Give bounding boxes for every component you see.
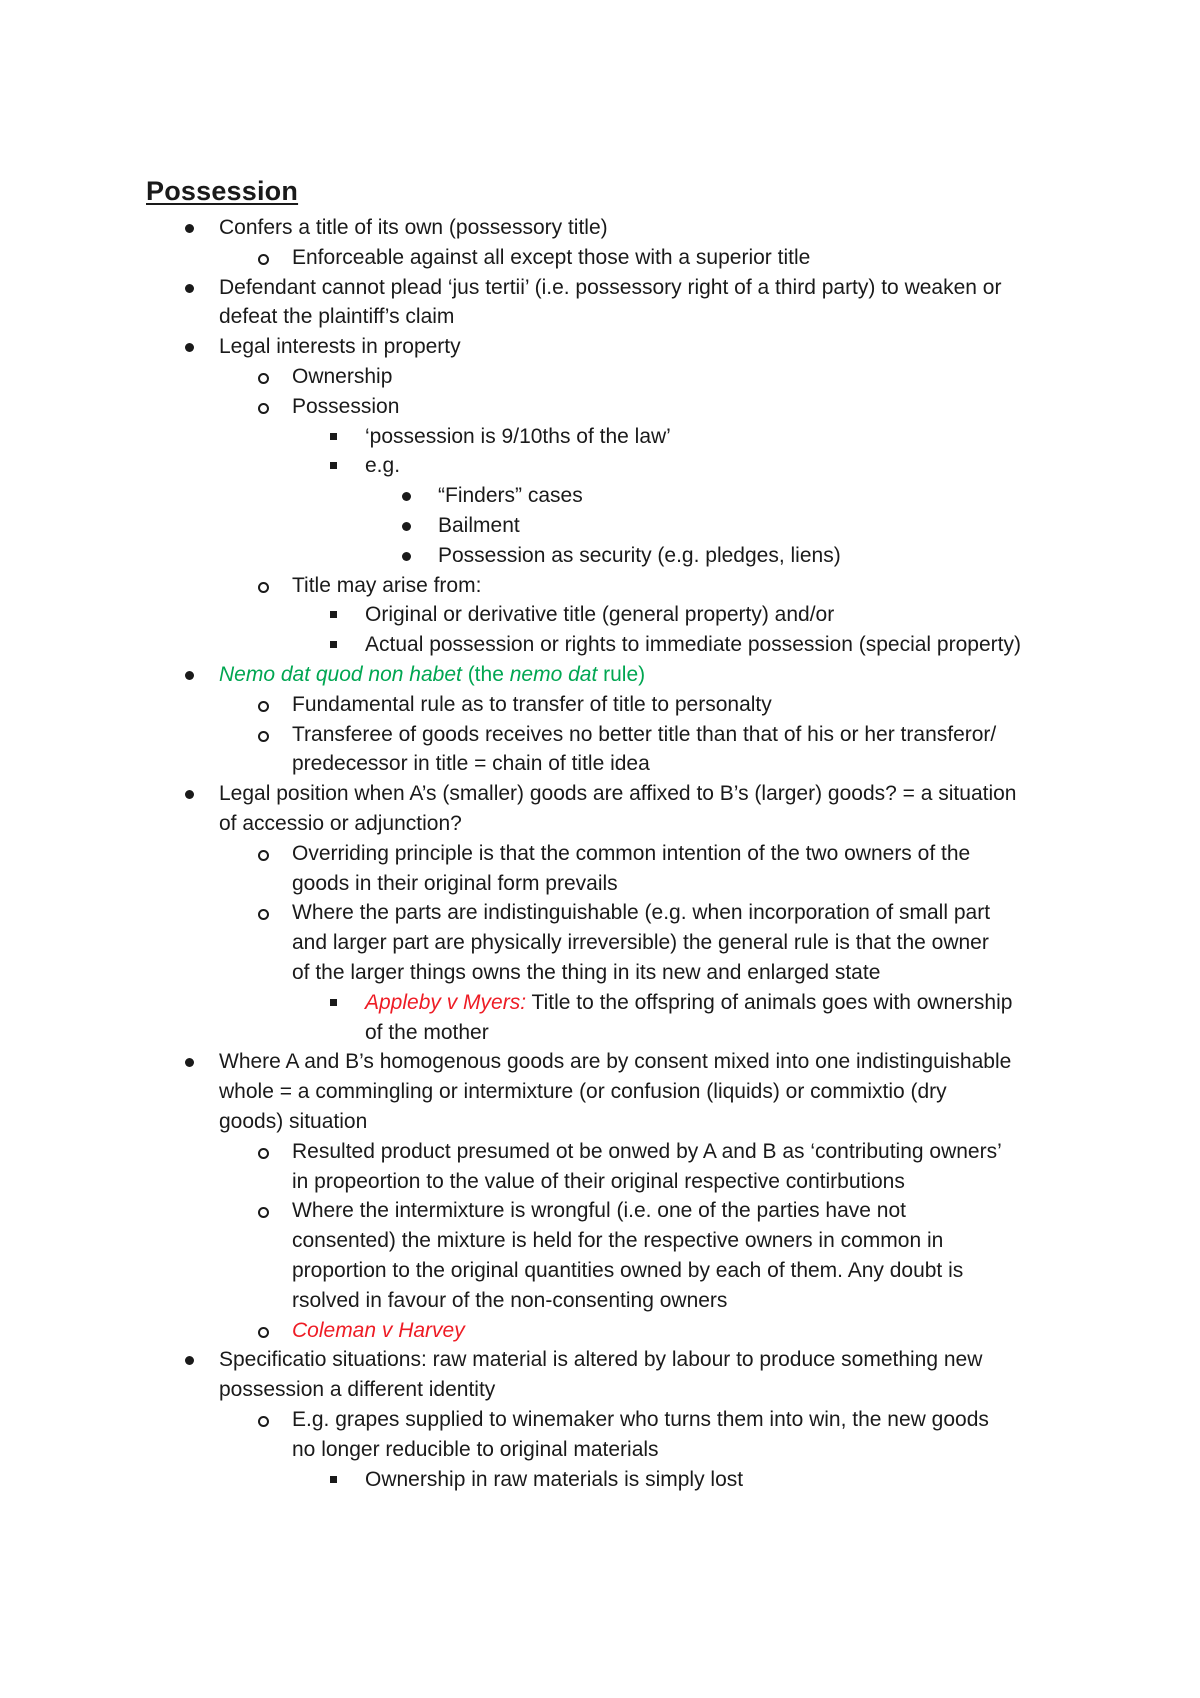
case-name: Nemo dat quod non habet	[219, 663, 462, 686]
list-item-line: E.g. grapes supplied to winemaker who turns them into win, the new goods	[292, 1408, 989, 1431]
case-name: Coleman v Harvey	[292, 1318, 465, 1342]
bullet-marker-icon	[258, 909, 269, 920]
list-item-line: Enforceable against all except those with a superior title	[292, 245, 811, 269]
list-item-line: Appleby v Myers: Title to the offspring of animals goes with ownership	[365, 990, 1013, 1014]
bullet-marker-icon	[185, 343, 194, 352]
bullet-marker-icon	[402, 552, 411, 561]
bullet-marker-icon	[258, 254, 269, 265]
bullet-marker-icon	[330, 999, 337, 1006]
list-item-line: Ownership	[292, 365, 393, 388]
list-item-line: no longer reducible to original materials	[292, 1437, 659, 1461]
list-item-line: Confers a title of its own (possessory title)	[219, 216, 608, 239]
list-item-line: defeat the plaintiff’s claim	[219, 305, 455, 329]
list-item-line: rsolved in favour of the non-consenting owners	[292, 1288, 728, 1312]
bullet-marker-icon	[330, 611, 337, 618]
bullet-marker-icon	[258, 403, 269, 414]
list-item: Nemo dat quod non habet (the nemo dat rule)	[219, 663, 646, 686]
list-item-line: Resulted product presumed ot be onwed by A and B as ‘contributing owners’	[292, 1139, 1002, 1163]
list-item-line: Overriding principle is that the common intention of the two owners of the	[292, 841, 971, 865]
list-item-line: Where A and B’s homogenous goods are by consent mixed into one indistinguishable	[219, 1050, 1012, 1074]
bullet-marker-icon	[185, 1356, 194, 1365]
list-item-line: possession a different identity	[219, 1378, 496, 1402]
bullet-marker-icon	[402, 522, 411, 531]
list-item-line: Where the parts are indistinguishable (e.g. when incorporation of small part	[292, 901, 991, 925]
bullet-marker-icon	[185, 224, 194, 233]
bullet-marker-icon	[258, 582, 269, 593]
bullet-marker-icon	[258, 373, 269, 384]
list-item-line: Legal interests in property	[219, 335, 461, 359]
bullet-marker-icon	[330, 1476, 337, 1483]
bullet-marker-icon	[330, 462, 337, 469]
list-item-line: Ownership in raw materials is simply lost	[365, 1467, 744, 1491]
list-item-line: Bailment	[438, 514, 520, 537]
bullet-marker-icon	[258, 1207, 269, 1218]
bullet-marker-icon	[258, 731, 269, 742]
list-item-line: proportion to the original quantities owned by each of them. Any doubt is	[292, 1259, 964, 1282]
list-item-line: Where the intermixture is wrongful (i.e. one of the parties have not	[292, 1199, 906, 1223]
bullet-marker-icon	[402, 492, 411, 501]
bullet-marker-icon	[258, 850, 269, 861]
bullet-marker-icon	[185, 790, 194, 799]
list-item-line: Legal position when A’s (smaller) goods are affixed to B’s (larger) goods? = a situation	[219, 782, 1017, 806]
list-item-line: of the mother	[365, 1020, 489, 1044]
list-item-line: e.g.	[365, 454, 401, 478]
list-item-line: whole = a commingling or intermixture (or confusion (liquids) or commixtio (dry	[219, 1080, 947, 1104]
list-item-line: consented) the mixture is held for the respective owners in common in	[292, 1229, 944, 1253]
list-item-line: goods in their original form prevails	[292, 871, 618, 895]
list-item-line: Specificatio situations: raw material is altered by labour to produce something new	[219, 1348, 983, 1372]
bullet-marker-icon	[258, 701, 269, 712]
page-title: Possession	[146, 176, 299, 206]
list-item-line: predecessor in title = chain of title idea	[292, 752, 650, 776]
list-item-line: in propeortion to the value of their original respective contirbutions	[292, 1169, 905, 1193]
list-item-line: Original or derivative title (general property) and/or	[365, 603, 835, 627]
bullet-marker-icon	[258, 1327, 269, 1338]
bullet-marker-icon	[330, 433, 337, 440]
list-item-line: ‘possession is 9/10ths of the law’	[365, 424, 671, 448]
bullet-marker-icon	[185, 1058, 194, 1067]
list-item-line: Possession as security (e.g. pledges, liens)	[438, 543, 841, 567]
bullet-marker-icon	[185, 284, 194, 293]
list-item-line: Defendant cannot plead ‘jus tertii’ (i.e. possessory right of a third party) to weaken or	[219, 275, 1002, 299]
list-item-line: and larger part are physically irreversible) the general rule is that the owner	[292, 931, 989, 955]
bullet-marker-icon	[258, 1148, 269, 1159]
case-name: Appleby v Myers:	[365, 990, 527, 1014]
list-item-line: goods) situation	[219, 1110, 368, 1133]
list-item-line: of the larger things owns the thing in its new and enlarged state	[292, 961, 881, 984]
list-item-line: Transferee of goods receives no better title than that of his or her transferor/	[292, 722, 997, 746]
list-item-line: Title may arise from:	[292, 573, 482, 597]
list-item-line: of accessio or adjunction?	[219, 812, 462, 835]
list-item-line: Actual possession or rights to immediate possession (special property)	[365, 633, 1021, 657]
list-item-line: Fundamental rule as to transfer of title to personalty	[292, 692, 772, 716]
list-item-line: Possession	[292, 394, 400, 418]
bullet-marker-icon	[258, 1416, 269, 1427]
list-item-line: “Finders” cases	[438, 484, 583, 508]
bullet-marker-icon	[330, 641, 337, 648]
bullet-marker-icon	[185, 671, 194, 680]
